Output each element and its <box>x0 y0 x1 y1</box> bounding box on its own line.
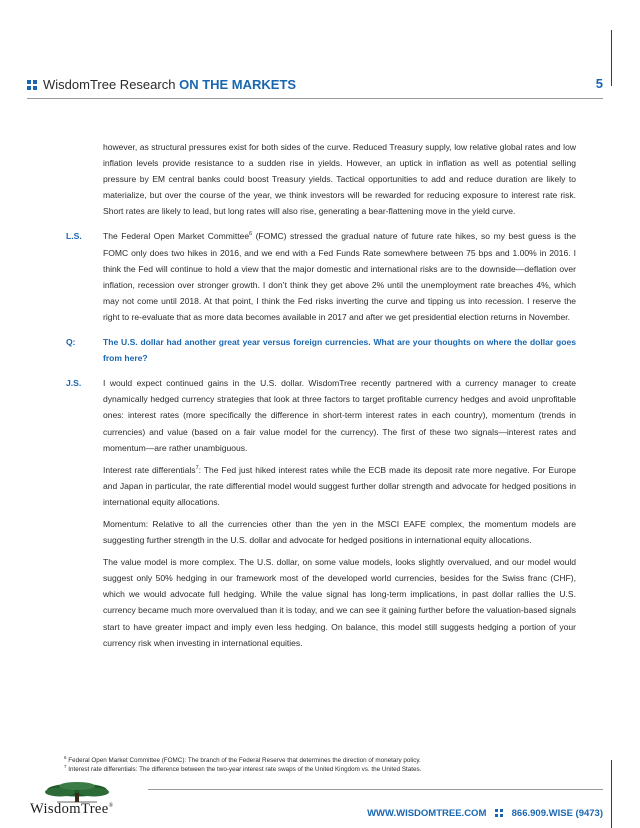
bottom-vertical-rule <box>611 760 612 828</box>
footnote-6: $^6$ Federal Open Market Committee (FOMC): The branch of the Federal Reserve that determines the direction of monetary policy. <box>64 754 421 764</box>
wisdomtree-logo <box>27 781 137 821</box>
js-p2-rest: : The Fed just hiked interest rates while the ECB made its deposit rate more negative. For Europe and Japan in particular, the rate differential model would suggest further dollar strength and advocate for hedged positions in international equity allocations. <box>103 464 576 507</box>
header-section: ON THE MARKETS <box>179 77 297 92</box>
question-text: The U.S. dollar had another great year versus foreign currencies. What are your thoughts on where the dollar goes from here? <box>103 337 576 364</box>
page-number: 5 <box>595 76 603 91</box>
header-brand: WisdomTree Research <box>43 77 176 92</box>
js-answer <box>66 375 576 455</box>
brand-squares-icon <box>495 809 503 817</box>
article-body <box>0 139 640 651</box>
js-paragraph-3: Momentum: Relative to all the currencies other than the yen in the MSCI EAFE complex, the momentum models are suggesting further strength in the U.S. dollar and advocate for hedged positions in international equity allocations. <box>103 518 576 546</box>
top-vertical-rule <box>611 30 612 86</box>
js-paragraph-4: The value model is more complex. The U.S. dollar, on some value models, looks slightly overvalued, and our model would suggest only 50% hedging in our framework most of the developed world currencies, besides for the Swiss franc (CHF), which we would advocate full hedging. While the value signal has long-term implications, in past dollar rallies the U.S. currency became much more overvalued than it is today, and we can see it gaining further before the valuation-based signals start to have greater impact and imply even less hedging. On balance, this model still suggests hedging a portion of your currency risk when investing in international equities. <box>103 557 576 648</box>
header-title <box>43 77 296 92</box>
speaker-tag-ls: L.S. <box>66 231 82 242</box>
footnote-ref-7: 7 <box>195 464 199 471</box>
footnotes <box>64 756 604 774</box>
js-paragraph-2 <box>103 462 576 510</box>
ls-answer <box>66 228 577 325</box>
phone-number[interactable]: 866.909.WISE (9473) <box>511 808 603 819</box>
question-block <box>66 334 576 366</box>
header-rule <box>27 98 603 99</box>
website-link[interactable]: WWW.WISDOMTREE.COM <box>367 808 487 819</box>
ls-text-start: The Federal Open Market Committee <box>103 231 250 242</box>
footnote-ref-6: 6 <box>249 231 253 238</box>
js-paragraph-1: I would expect continued gains in the U.S. dollar. WisdomTree recently partnered with a currency manager to create dynamically hedged currency strategies that look at three factors to target profitable currency hedges and avoid unprofitable ones: interest rates (more specifically the difference in short-term interest rates in each country), momentum (trends in currencies) and value (based on a fair value model for the currency). The first of these two signals—interest rates and momentum—are rather unambiguous. <box>103 378 576 453</box>
footer-contact <box>367 808 603 819</box>
js-p2-start: Interest rate differentials <box>103 464 196 475</box>
paragraph-continuation: however, as structural pressures exist for both sides of the curve. Reduced Treasury supply, low relative global rates and low inflation levels provide resistance to a sudden rise in yields. However, an uptick in inflation as well as potential selling pressure by EM central banks could boost Treasury yields. Tactical opportunities to add and reduce duration are likely to materialize, but over the course of the year, we think investors will be rewarded for reducing exposure to interest rate risk. Short rates are likely to lead, but long rates will also rise, generating a bear-flattening move in the yield curve. <box>103 142 576 217</box>
brand-squares-icon <box>27 80 37 90</box>
question-tag: Q: <box>66 337 76 348</box>
logo-wordmark: WisdomTree® <box>30 801 114 817</box>
footnote-7: $^7$ Interest rate differentials: The difference between the two-year interest rate swaps of the United Kingdom vs. the United States. <box>64 763 422 773</box>
footer-rule <box>148 789 603 790</box>
speaker-tag-js: J.S. <box>66 378 82 389</box>
page-header <box>27 76 603 98</box>
ls-text-rest: (FOMC) stressed the gradual nature of future rate hikes, so my best guess is the FOMC only does two hikes in 2016, and we end with a Fed Funds Rate somewhere between 75 bps and 1.00% in 2016. I think the Fed will continue to hold a view that the major domestic and international risks are to the downside—deflation over inflation, recession over stronger growth. I don’t think they get above 2% until the unemployment rate breaches 4%, which may not come until 2018. At that point, I think the Fed risks inverting the curve and tipping us into recession. I reserve the right to re-evaluate that as more data becomes available in 2017 and after we get presidential election returns in November. <box>103 231 577 322</box>
